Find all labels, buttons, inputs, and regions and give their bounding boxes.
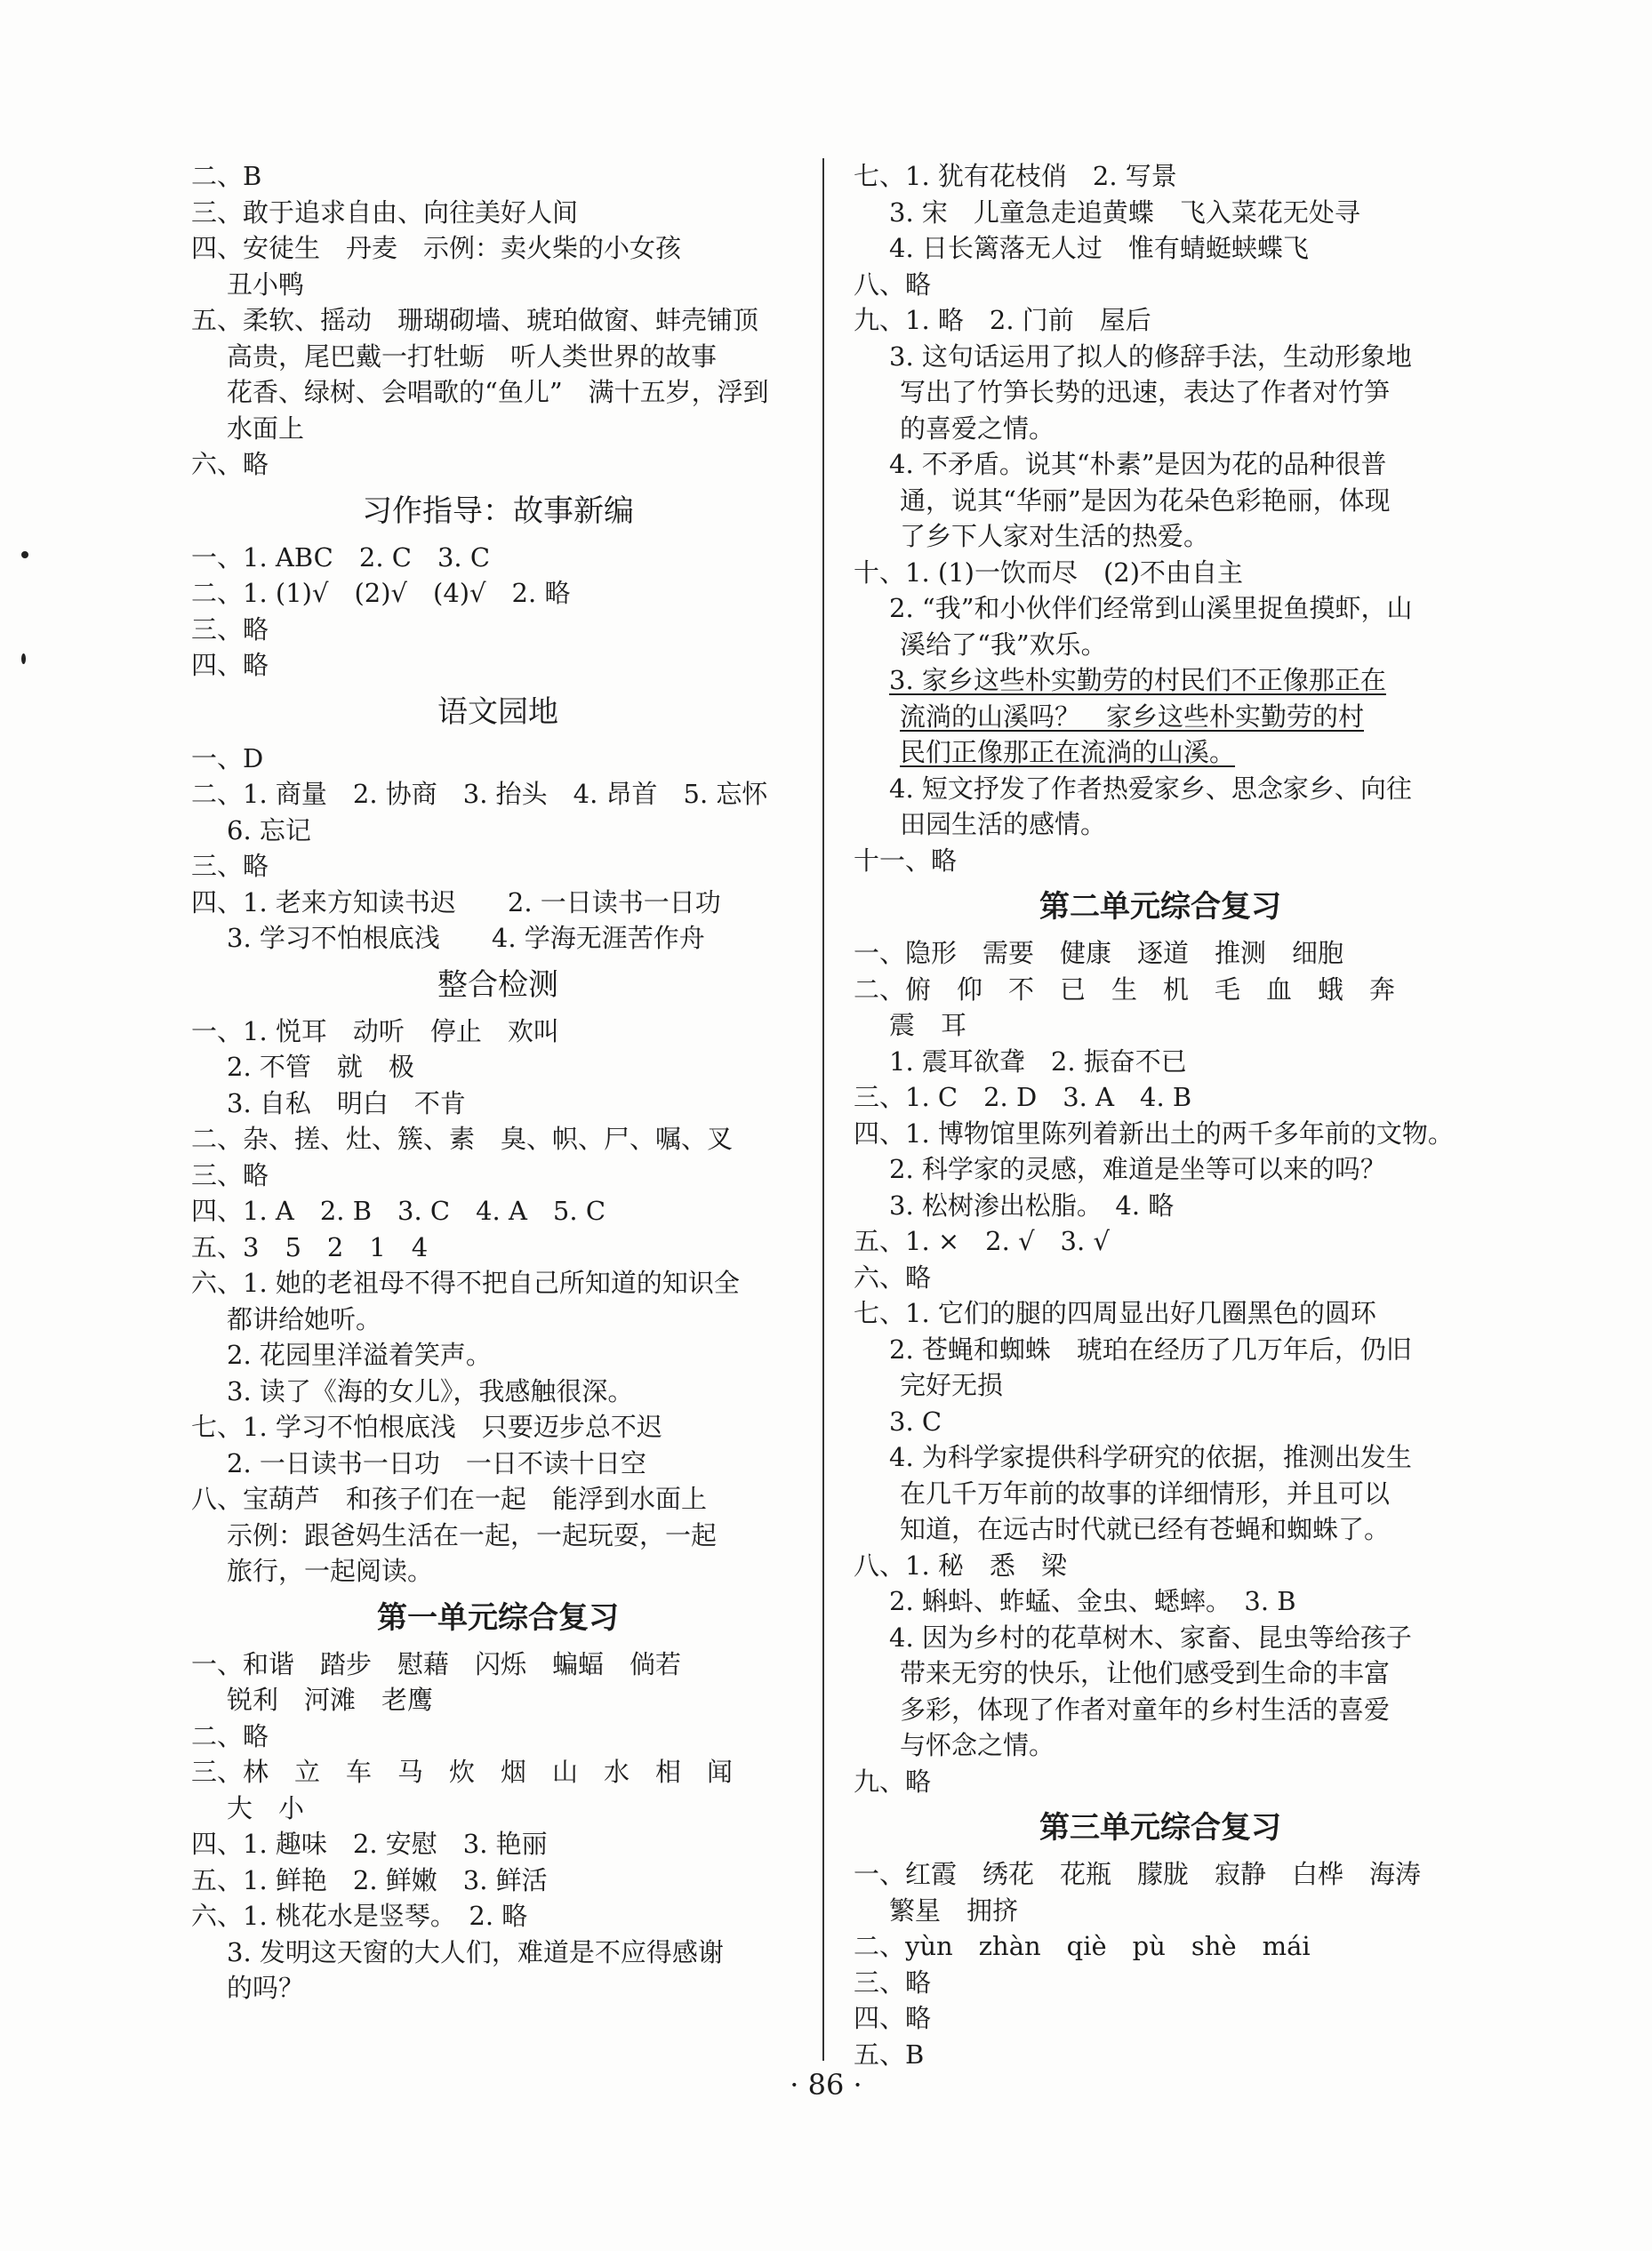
answer-line: 五、1. 鲜艳 2. 鲜嫩 3. 鲜活 bbox=[191, 1864, 548, 1895]
answer-line: 田园生活的感情。 bbox=[900, 809, 1107, 839]
answer-line: 七、1. 犹有花枝俏 2. 写景 bbox=[854, 161, 1177, 191]
section-heading: 第二单元综合复习 bbox=[1039, 889, 1281, 925]
answer-line: 七、1. 学习不怕根底浅 只要迈步总不迟 bbox=[191, 1412, 662, 1442]
answer-line: 一、1. 悦耳 动听 停止 欢叫 bbox=[191, 1015, 559, 1046]
answer-line: 二、1. 商量 2. 协商 3. 抬头 4. 昂首 5. 忘怀 bbox=[191, 779, 768, 809]
underlined-answer: 民们正像那正在流淌的山溪。 bbox=[900, 737, 1236, 767]
answer-line: 多彩，体现了作者对童年的乡村生活的喜爱 bbox=[900, 1694, 1391, 1725]
answer-line: 示例：跟爸妈生活在一起，一起玩耍，一起 bbox=[227, 1519, 718, 1550]
answer-line: 2. 不管 就 极 bbox=[227, 1052, 414, 1082]
answer-line: 3. 自私 明白 不肯 bbox=[227, 1087, 466, 1118]
answer-line: 四、略 bbox=[191, 650, 269, 680]
section-heading: 第三单元综合复习 bbox=[1039, 1810, 1281, 1846]
answer-line: 三、略 bbox=[191, 613, 269, 645]
answer-line: 1. 震耳欲聋 2. 振奋不已 bbox=[889, 1045, 1187, 1077]
underlined-answer: 3. 家乡这些朴实勤劳的村民们不正像那正在 bbox=[889, 665, 1386, 695]
answer-line: 的喜爱之情。 bbox=[900, 413, 1055, 444]
answer-line: 五、柔软、摇动 珊瑚砌墙、琥珀做窗、蚌壳铺顶 bbox=[191, 305, 759, 335]
answer-line: 八、1. 秘 悉 梁 bbox=[854, 1550, 1067, 1581]
answer-line: 4. 为科学家提供科学研究的依据，推测出发生 bbox=[889, 1442, 1412, 1472]
answer-line: 二、yùn zhàn qiè pù shè mái bbox=[854, 1931, 1311, 1961]
answer-line: 四、安徒生 丹麦 示例：卖火柴的小女孩 bbox=[191, 233, 682, 263]
answer-line: 2. 科学家的灵感，难道是坐等可以来的吗？ bbox=[889, 1154, 1386, 1184]
answer-line: 四、1. 趣味 2. 安慰 3. 艳丽 bbox=[191, 1829, 548, 1859]
margin-dot bbox=[21, 551, 28, 558]
answer-line: 一、和谐 踏步 慰藉 闪烁 蝙蝠 倘若 bbox=[191, 1648, 682, 1679]
underlined-answer: 流淌的山溪吗？ 家乡这些朴实勤劳的村 bbox=[900, 701, 1365, 732]
answer-line: 三、1. C 2. D 3. A 4. B bbox=[854, 1082, 1192, 1112]
answer-line: 二、1. (1)√ (2)√ (4)√ 2. 略 bbox=[191, 578, 571, 608]
answer-line: 一、红霞 绣花 花瓶 朦胧 寂静 白桦 海涛 bbox=[854, 1859, 1422, 1889]
answer-line: 3. 学习不怕根底浅 4. 学海无涯苦作舟 bbox=[227, 923, 705, 953]
answer-line: 八、略 bbox=[854, 268, 932, 300]
answer-line: 三、略 bbox=[854, 1967, 932, 1998]
answer-line: 三、略 bbox=[191, 851, 269, 881]
answer-line bbox=[854, 699, 1467, 735]
section-heading: 整合检测 bbox=[437, 966, 558, 1003]
answer-line: 六、略 bbox=[854, 1262, 932, 1293]
answer-line: 溪给了“我”欢乐。 bbox=[900, 629, 1107, 660]
answer-line: 都讲给她听。 bbox=[227, 1303, 382, 1334]
answer-line: 完好无损 bbox=[900, 1370, 1004, 1400]
section-heading: 第一单元综合复习 bbox=[377, 1599, 619, 1636]
left-column bbox=[191, 158, 805, 2007]
answer-line: 六、1. 她的老祖母不得不把自己所知道的知识全 bbox=[191, 1268, 740, 1298]
answer-line: 的吗？ bbox=[227, 1973, 305, 2003]
answer-line: 在几千万年前的故事的详细情形，并且可以 bbox=[900, 1478, 1391, 1509]
answer-line: 通，说其“华丽”是因为花朵色彩艳丽，体现 bbox=[900, 485, 1391, 516]
answer-line: 二、杂、搓、灶、簇、素 臭、帜、尸、嘱、叉 bbox=[191, 1124, 734, 1154]
answer-line: 6. 忘记 bbox=[227, 814, 311, 845]
right-column bbox=[854, 158, 1467, 2072]
answer-line: 五、3 5 2 1 4 bbox=[191, 1231, 429, 1262]
answer-line: 4. 日长篱落无人过 惟有蜻蜓蛱蝶飞 bbox=[889, 233, 1309, 263]
section-heading: 习作指导：故事新编 bbox=[362, 493, 634, 529]
answer-line bbox=[854, 662, 1467, 699]
answer-line: 2. 苍蝇和蜘蛛 琥珀在经历了几万年后，仍旧 bbox=[889, 1334, 1412, 1365]
answer-line: 一、隐形 需要 健康 逐道 推测 细胞 bbox=[854, 938, 1344, 968]
answer-line: 一、D bbox=[191, 742, 264, 773]
answer-line: 知道，在远古时代就已经有苍蝇和蜘蛛了。 bbox=[900, 1514, 1391, 1544]
answer-line: 水面上 bbox=[227, 413, 305, 444]
page-number: · 86 · bbox=[790, 2068, 862, 2102]
answer-line: 与怀念之情。 bbox=[900, 1730, 1055, 1760]
answer-line: 3. 发明这天窗的大人们，难道是不应得感谢 bbox=[227, 1936, 724, 1967]
section-heading: 语文园地 bbox=[437, 693, 558, 730]
answer-line: 写出了竹笋长势的迅速，表达了作者对竹笋 bbox=[900, 377, 1391, 407]
answer-line: 六、略 bbox=[191, 449, 269, 479]
answer-line: 3. C bbox=[889, 1406, 942, 1437]
answer-line: 三、敢于追求自由、向往美好人间 bbox=[191, 196, 579, 228]
answer-line: 3. 这句话运用了拟人的修辞手法，生动形象地 bbox=[889, 340, 1412, 372]
answer-line: 四、1. 老来方知读书迟 2. 一日读书一日功 bbox=[191, 886, 721, 917]
answer-line: 二、略 bbox=[191, 1720, 269, 1751]
answer-line: 三、林 立 车 马 炊 烟 山 水 相 闻 bbox=[191, 1757, 734, 1787]
answer-line: 九、1. 略 2. 门前 屋后 bbox=[854, 305, 1151, 335]
answer-line: 七、1. 它们的腿的四周显出好几圈黑色的圆环 bbox=[854, 1298, 1376, 1328]
answer-line: 震 耳 bbox=[889, 1010, 967, 1040]
margin-mark bbox=[21, 653, 26, 664]
answer-line: 2. 花园里洋溢着笑声。 bbox=[227, 1340, 492, 1370]
answer-line: 五、B bbox=[854, 2039, 925, 2070]
answer-line: 锐利 河滩 老鹰 bbox=[227, 1685, 434, 1715]
answer-line: 3. 松树渗出松脂。 4. 略 bbox=[889, 1190, 1175, 1221]
answer-line: 十一、略 bbox=[854, 845, 958, 876]
answer-line: 九、略 bbox=[854, 1766, 932, 1797]
answer-line: 2. 蝌蚪、蚱蜢、金虫、蟋蟀。 3. B bbox=[889, 1586, 1296, 1616]
answer-line: 3. 宋 儿童急走追黄蝶 飞入菜花无处寻 bbox=[889, 196, 1360, 228]
answer-line: 高贵，尾巴戴一打牡蛎 听人类世界的故事 bbox=[227, 340, 718, 372]
answer-line: 一、1. ABC 2. C 3. C bbox=[191, 541, 491, 573]
answer-line: 带来无穷的快乐，让他们感受到生命的丰富 bbox=[900, 1658, 1391, 1688]
answer-line: 2. “我”和小伙伴们经常到山溪里捉鱼摸虾，山 bbox=[889, 593, 1413, 623]
answer-line: 二、俯 仰 不 已 生 机 毛 血 蛾 奔 bbox=[854, 973, 1396, 1005]
answer-line: 3. 读了《海的女儿》，我感触很深。 bbox=[227, 1375, 634, 1406]
answer-line: 旅行，一起阅读。 bbox=[227, 1556, 434, 1586]
answer-line: 四、1. 博物馆里陈列着新出土的两千多年前的文物。 bbox=[854, 1117, 1454, 1149]
answer-line: 十、1. (1)一饮而尽 (2)不由自主 bbox=[854, 557, 1244, 588]
answer-line: 4. 不矛盾。说其“朴素”是因为花的品种很普 bbox=[889, 449, 1387, 479]
column-divider bbox=[822, 158, 824, 2061]
answer-line: 丑小鸭 bbox=[227, 268, 305, 300]
answer-line: 三、略 bbox=[191, 1159, 269, 1190]
answer-line: 四、1. A 2. B 3. C 4. A 5. C bbox=[191, 1196, 606, 1226]
answer-line: 二、B bbox=[191, 161, 262, 191]
answer-line: 大 小 bbox=[227, 1792, 305, 1823]
answer-line: 六、1. 桃花水是竖琴。 2. 略 bbox=[191, 1901, 528, 1931]
answer-line: 花香、绿树、会唱歌的“鱼儿” 满十五岁，浮到 bbox=[227, 377, 769, 407]
answer-line: 四、略 bbox=[854, 2003, 932, 2033]
answer-line: 五、1. × 2. √ 3. √ bbox=[854, 1226, 1110, 1256]
answer-line: 了乡下人家对生活的热爱。 bbox=[900, 521, 1210, 551]
answer-line: 4. 短文抒发了作者热爱家乡、思念家乡、向往 bbox=[889, 773, 1412, 804]
answer-line: 繁星 拥挤 bbox=[889, 1895, 1019, 1926]
answer-line: 2. 一日读书一日功 一日不读十日空 bbox=[227, 1447, 646, 1478]
answer-line: 4. 因为乡村的花草树木、家畜、昆虫等给孩子 bbox=[889, 1622, 1412, 1653]
answer-line: 八、宝葫芦 和孩子们在一起 能浮到水面上 bbox=[191, 1484, 708, 1514]
answer-line bbox=[854, 734, 1467, 771]
